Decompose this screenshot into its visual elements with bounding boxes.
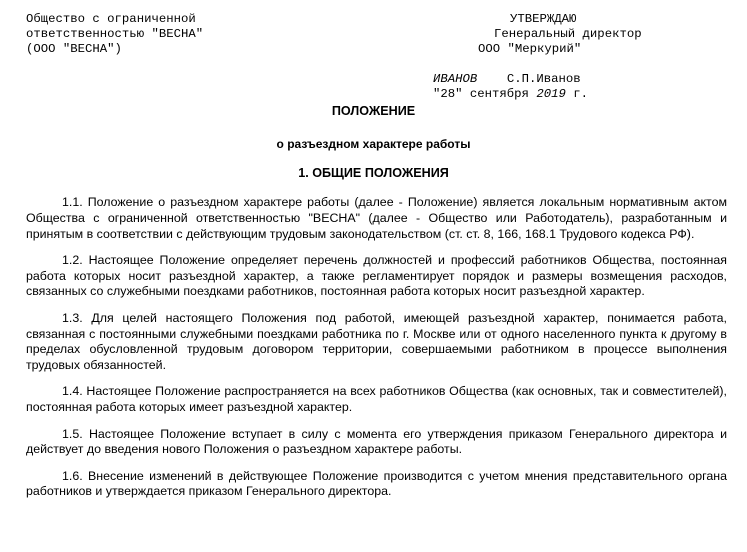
date-year: 2019 xyxy=(536,87,566,101)
organization-block xyxy=(26,12,203,57)
org-line-1: Общество с ограниченной xyxy=(26,12,196,26)
document-body xyxy=(26,195,727,511)
approve-position: Генеральный директор xyxy=(494,27,642,41)
document-subtitle: о разъездном характере работы xyxy=(276,137,471,151)
paragraph-1-4: 1.4. Настоящее Положение распространяется на всех работников Общества (как основных, так и совместителей), постоянная работа которых имеет разъездной характер. xyxy=(26,384,727,415)
signer-name: С.П.Иванов xyxy=(506,72,581,86)
approval-date xyxy=(433,87,588,102)
approve-label: УТВЕРЖДАЮ xyxy=(510,12,577,26)
signature: ИВАНОВ xyxy=(433,72,478,86)
signature-line xyxy=(433,72,588,87)
date-suffix: г. xyxy=(565,87,588,101)
paragraph-1-6: 1.6. Внесение изменений в действующее Положение производится с учетом мнения представительного органа работников и утверждается приказом Генерального директора. xyxy=(26,468,727,499)
paragraph-1-1: 1.1. Положение о разъездном характере работы (далее - Положение) является локальным нормативным актом Общества с ограниченной ответственностью "ВЕСНА" (далее - Общество или Работодатель), разработанным и принятым в соответствии с действующим трудовым законодательством (ст. ст. 8, 166, 168.1 Трудового кодекса РФ). xyxy=(26,195,727,241)
section-title: 1. ОБЩИЕ ПОЛОЖЕНИЯ xyxy=(298,166,449,180)
approval-block xyxy=(478,12,642,57)
paragraph-1-5: 1.5. Настоящее Положение вступает в силу с момента его утверждения приказом Генерального директора и действует до введения нового Положения о разъездном характере работы. xyxy=(26,426,727,457)
org-line-2: ответственностью "ВЕСНА" xyxy=(26,27,204,41)
paragraph-1-3: 1.3. Для целей настоящего Положения под работой, имеющей разъездной характер, понимается работа, связанная с постоянными служебными поездками работника по г. Москве или от одного населенного пункта к другому в пределах обусловленной трудовым договором территории, совершаемыми работником в процессе выполнения трудовых обязанностей. xyxy=(26,310,727,373)
signature-block xyxy=(433,72,588,102)
date-day-month: "28" сентября xyxy=(433,87,537,101)
document-title: ПОЛОЖЕНИЕ xyxy=(331,104,416,118)
org-line-3: (ООО "ВЕСНА") xyxy=(26,42,122,56)
approve-company: ООО "Меркурий" xyxy=(478,42,582,56)
paragraph-1-2: 1.2. Настоящее Положение определяет перечень должностей и профессий работников Общества, постоянная работа которых носит разъездной характер, а также регламентирует порядок и размеры возмещения расходов, связанных со служебными поездками работников, постоянная работа которых носит разъездной характер. xyxy=(26,252,727,299)
